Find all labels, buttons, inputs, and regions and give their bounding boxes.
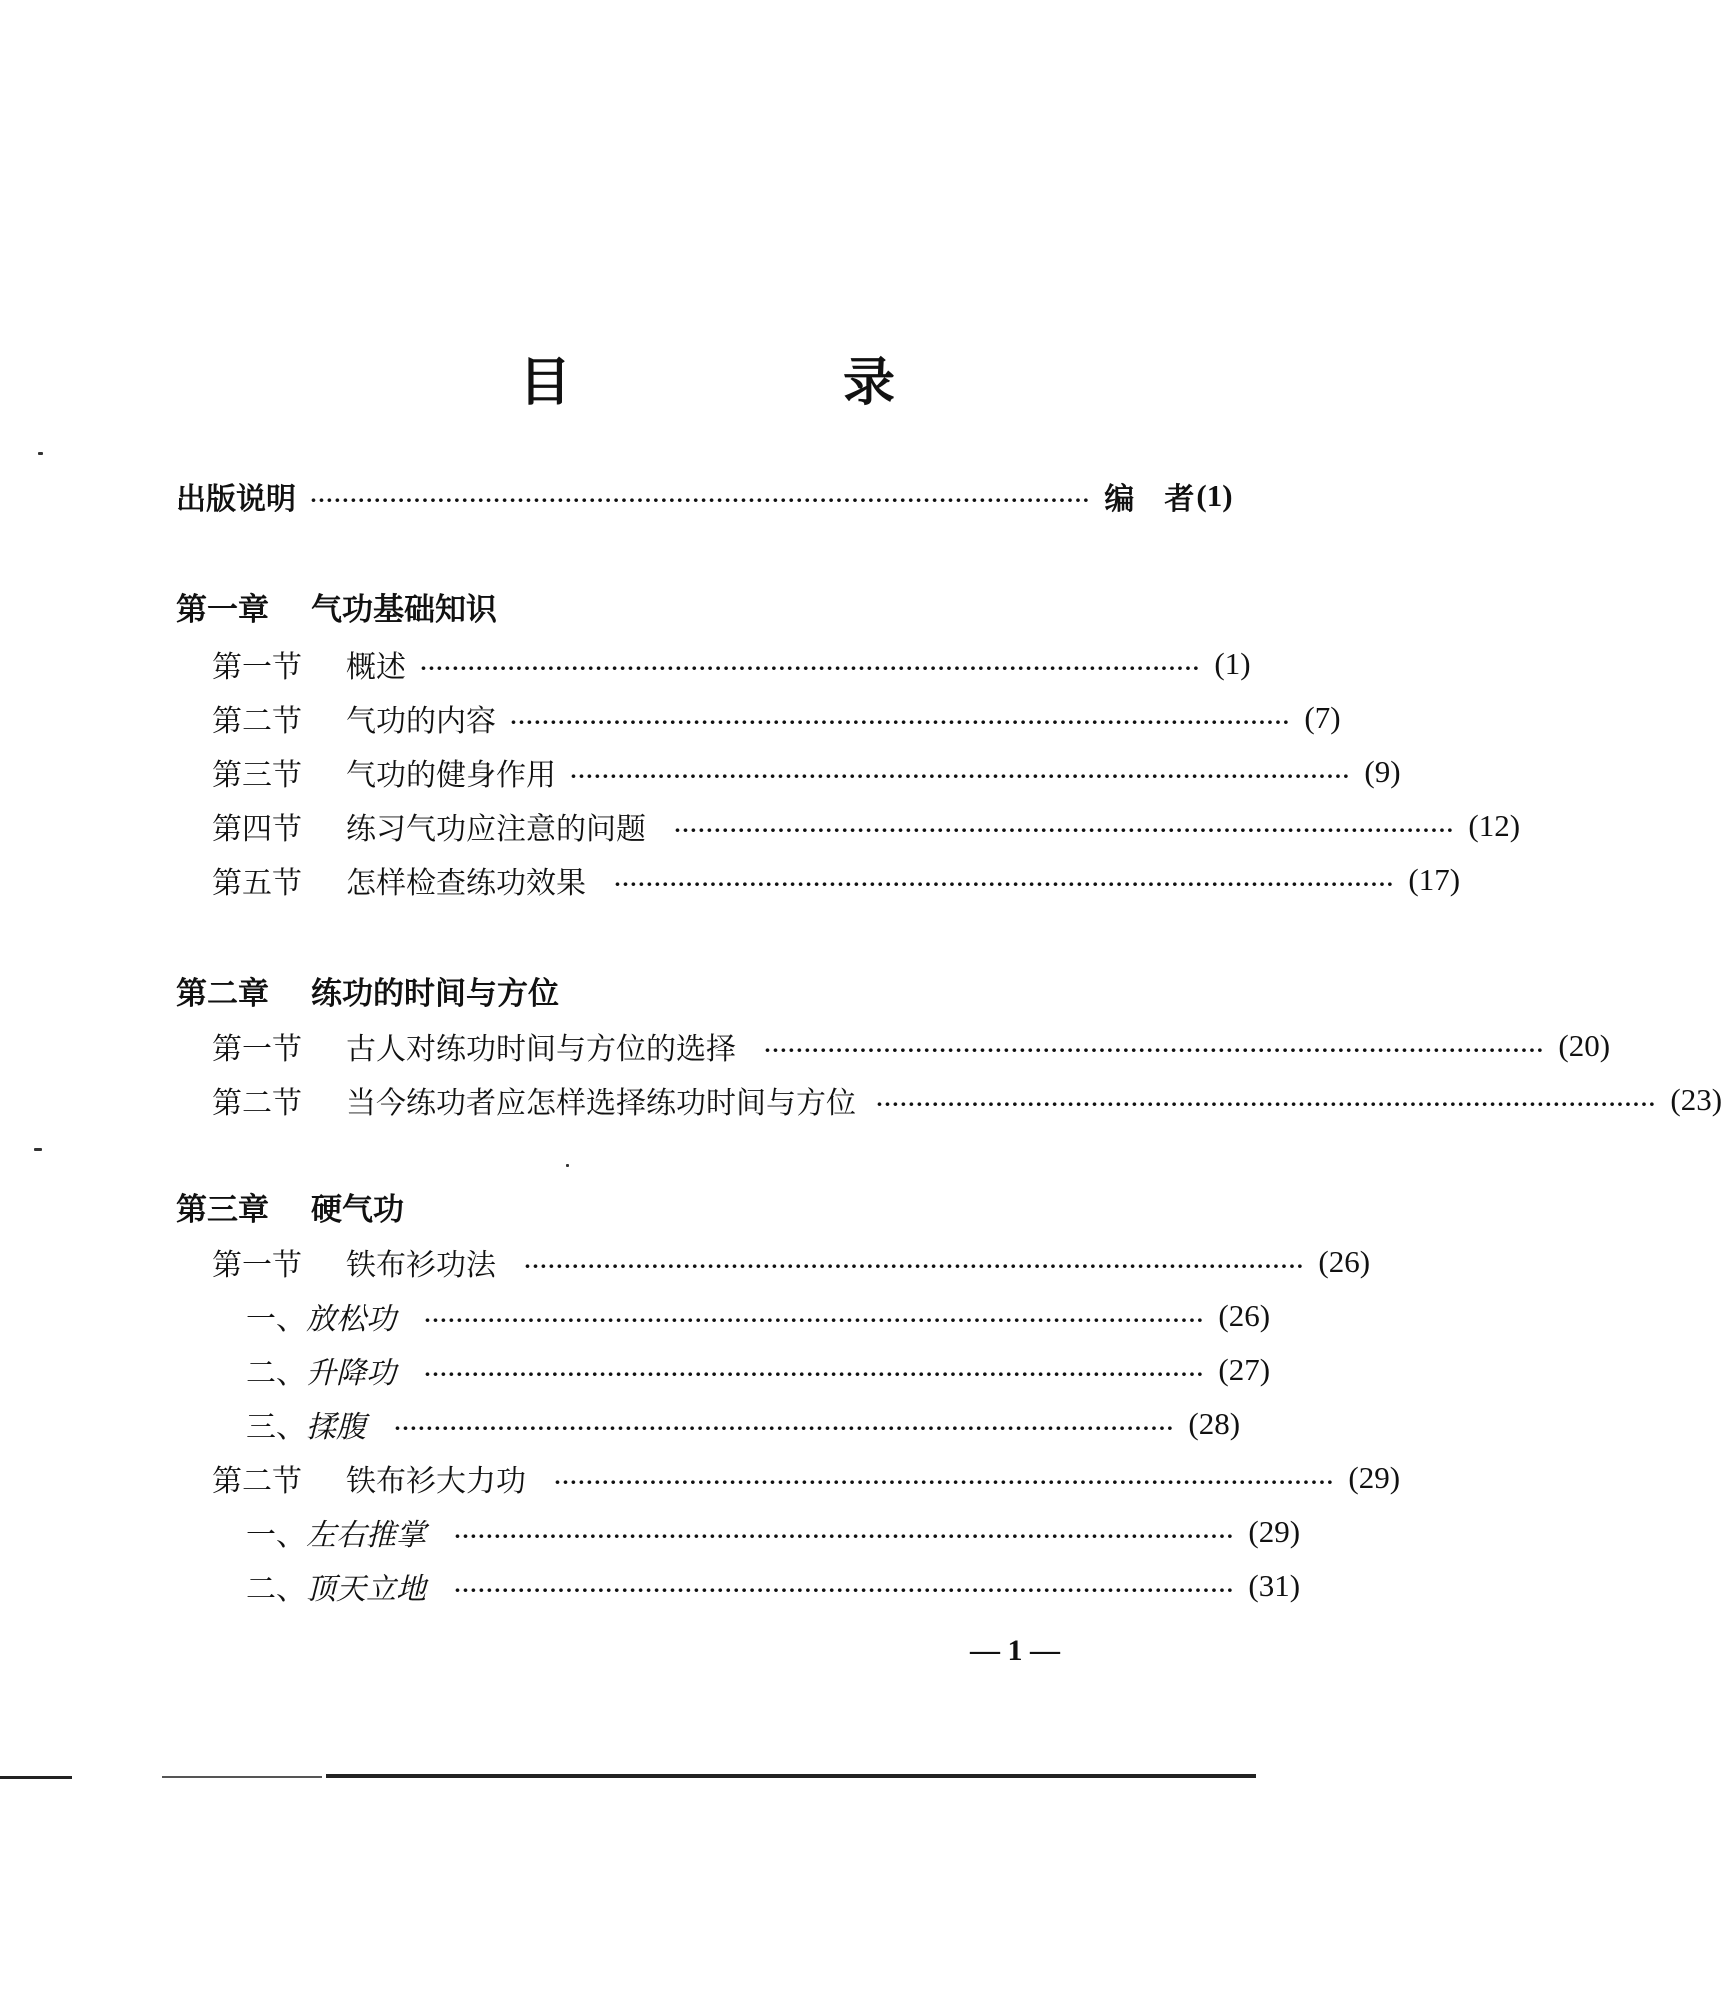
chapter-title: 硬气功	[311, 1191, 404, 1228]
item-page: (27)	[1218, 1352, 1271, 1387]
page-number: — 1 —	[970, 1634, 1060, 1667]
leader-dots: ··································································································	[510, 710, 1291, 734]
section-number: 第二节	[212, 1464, 302, 1499]
toc-entry[interactable]	[212, 804, 1521, 848]
section-number: 第三节	[212, 758, 302, 793]
item-number: 二、	[246, 1572, 306, 1607]
scan-rule-main	[326, 1774, 1256, 1778]
section-page: (7)	[1304, 700, 1341, 735]
item-number: 一、	[246, 1302, 306, 1337]
item-title: 左右推掌	[306, 1518, 426, 1553]
section-title: 概述	[346, 650, 406, 685]
toc-entry[interactable]	[212, 642, 1251, 686]
scan-rule-dotted	[162, 1776, 322, 1778]
scan-speck	[566, 1164, 569, 1167]
preface-page: (1)	[1196, 478, 1233, 513]
section-title: 铁布衫功法	[346, 1248, 496, 1283]
toc-entry[interactable]	[212, 1240, 1371, 1284]
toc-entry[interactable]	[212, 1024, 1611, 1068]
section-title: 铁布衫大力功	[346, 1464, 526, 1499]
section-page: (9)	[1364, 754, 1401, 789]
leader-dots: ··································································································	[876, 1092, 1657, 1116]
leader-dots: ··································································································	[310, 488, 1091, 512]
section-title: 气功的内容	[346, 704, 496, 739]
toc-subentry[interactable]	[246, 1348, 1271, 1392]
section-number: 第四节	[212, 812, 302, 847]
leader-dots: ··································································································	[424, 1308, 1205, 1332]
preface-author: 编 者	[1104, 482, 1195, 517]
item-title: 放松功	[306, 1302, 396, 1337]
toc-subentry[interactable]	[246, 1294, 1271, 1338]
page-title: 目 录	[518, 353, 1005, 413]
leader-dots: ··································································································	[424, 1362, 1205, 1386]
toc-entry[interactable]	[212, 696, 1341, 740]
chapter-2-heading[interactable]	[176, 968, 559, 1012]
leader-dots: ··································································································	[454, 1578, 1235, 1602]
section-title: 古人对练功时间与方位的选择	[346, 1032, 736, 1067]
toc-subentry[interactable]	[246, 1402, 1241, 1446]
section-page: (20)	[1558, 1028, 1611, 1063]
chapter-number: 第三章	[176, 1191, 269, 1228]
item-title: 揉腹	[306, 1410, 366, 1445]
item-number: 三、	[246, 1410, 306, 1445]
chapter-3-heading[interactable]	[176, 1184, 404, 1228]
leader-dots: ··································································································	[570, 764, 1351, 788]
scan-speck	[38, 452, 43, 455]
item-page: (26)	[1218, 1298, 1271, 1333]
toc-entry[interactable]	[212, 750, 1401, 794]
section-page: (12)	[1468, 808, 1521, 843]
toc-subentry[interactable]	[246, 1510, 1301, 1554]
section-number: 第一节	[212, 1248, 302, 1283]
section-title: 怎样检查练功效果	[346, 866, 586, 901]
section-page: (23)	[1670, 1082, 1722, 1117]
section-page: (29)	[1348, 1460, 1401, 1495]
item-page: (31)	[1248, 1568, 1301, 1603]
item-number: 二、	[246, 1356, 306, 1391]
section-number: 第一节	[212, 650, 302, 685]
chapter-number: 第二章	[176, 975, 269, 1012]
item-page: (28)	[1188, 1406, 1241, 1441]
section-title: 气功的健身作用	[346, 758, 556, 793]
section-title: 当今练功者应怎样选择练功时间与方位	[346, 1086, 856, 1121]
section-page: (26)	[1318, 1244, 1371, 1279]
leader-dots: ··································································································	[454, 1524, 1235, 1548]
leader-dots: ··································································································	[394, 1416, 1175, 1440]
section-number: 第五节	[212, 866, 302, 901]
leader-dots: ··································································································	[764, 1038, 1545, 1062]
chapter-1-heading[interactable]	[176, 584, 497, 628]
toc-entry[interactable]	[212, 1456, 1401, 1500]
item-title: 顶天立地	[306, 1572, 426, 1607]
preface-label: 出版说明	[176, 482, 296, 517]
section-number: 第二节	[212, 704, 302, 739]
scan-rule-left	[0, 1776, 72, 1779]
leader-dots: ··································································································	[420, 656, 1201, 680]
scan-speck	[34, 1148, 42, 1151]
item-title: 升降功	[306, 1356, 396, 1391]
section-title: 练习气功应注意的问题	[346, 812, 646, 847]
chapter-number: 第一章	[176, 591, 269, 628]
item-page: (29)	[1248, 1514, 1301, 1549]
leader-dots: ··································································································	[554, 1470, 1335, 1494]
leader-dots: ··································································································	[674, 818, 1455, 842]
section-number: 第一节	[212, 1032, 302, 1067]
toc-preface[interactable]	[176, 474, 1233, 518]
section-page: (1)	[1214, 646, 1251, 681]
item-number: 一、	[246, 1518, 306, 1553]
section-page: (17)	[1408, 862, 1461, 897]
leader-dots: ··································································································	[524, 1254, 1305, 1278]
chapter-title: 气功基础知识	[311, 591, 497, 628]
section-number: 第二节	[212, 1086, 302, 1121]
leader-dots: ··································································································	[614, 872, 1395, 896]
toc-entry[interactable]	[212, 1078, 1722, 1122]
toc-entry[interactable]	[212, 858, 1461, 902]
toc-subentry[interactable]	[246, 1564, 1301, 1608]
chapter-title: 练功的时间与方位	[311, 975, 559, 1012]
